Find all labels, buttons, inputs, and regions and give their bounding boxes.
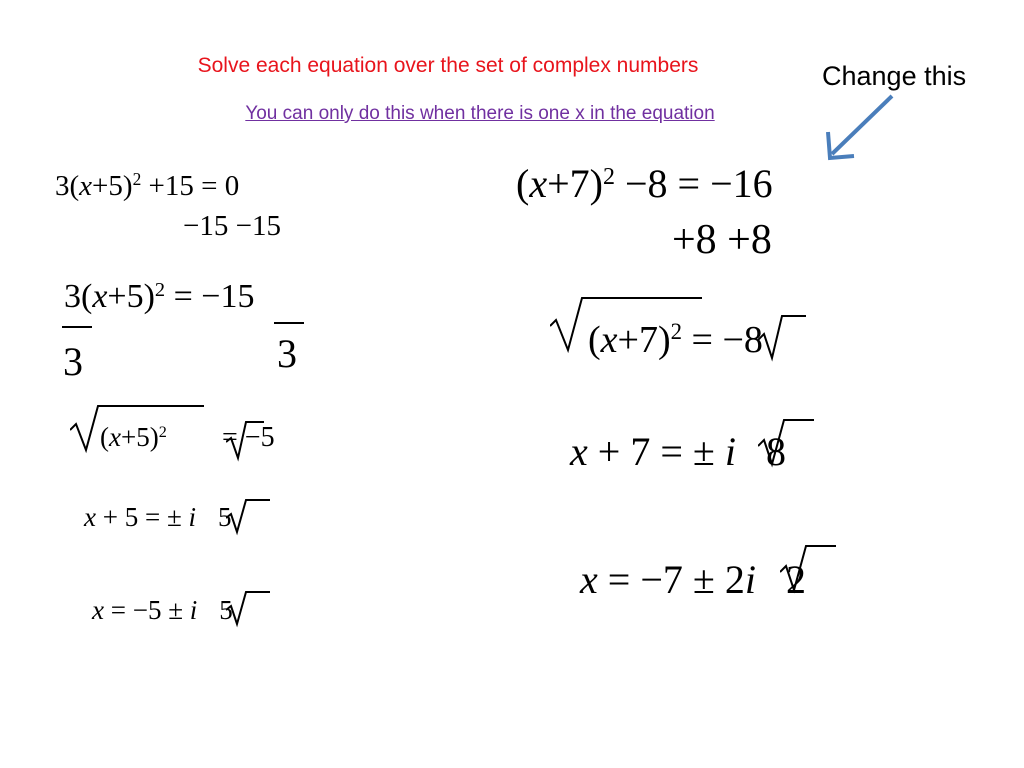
slide-title: Solve each equation over the set of complex numbers (197, 54, 699, 77)
right-radical-sign-3 (758, 418, 818, 470)
left-fraction-bar-right (274, 322, 304, 324)
left-denominator-right: 3 (277, 331, 297, 376)
slide-subtitle: You can only do this when there is one x in the equation (245, 103, 715, 124)
right-equation-4: x = −7 ± 2i 2 (580, 557, 806, 602)
left-equation-4: x + 5 = ± i 5 (84, 502, 232, 532)
right-equation-3: x + 7 = ± i 8 (570, 429, 786, 474)
left-equation-3: $(x+5)^2$ (100, 422, 167, 452)
right-radical-sign-2 (758, 314, 808, 364)
left-radical-sign-3 (226, 498, 272, 538)
left-radical-sign-4 (226, 590, 272, 630)
left-equation-3-rhs: = −5 (222, 422, 275, 453)
pointer-arrow-icon (820, 92, 900, 164)
left-fraction-bar-left (62, 326, 92, 328)
right-radical-sign-4 (780, 544, 840, 596)
change-this-note: Change this (822, 61, 967, 91)
left-equation-1-subtract: −15 −15 (183, 210, 281, 242)
left-equation-2: $3(x+5)^2 = -15$ (64, 278, 255, 315)
left-equation-5: x = −5 ± i 5 (92, 595, 233, 625)
left-denominator-left: 3 (63, 339, 83, 384)
right-equation-1-add: +8 +8 (672, 217, 772, 263)
right-equation-2: $(x+7)^2 = -8$ (588, 319, 763, 361)
right-equation-1: $(x+7)^2 -8 = -16$ (516, 161, 773, 206)
left-equation-1: $3(x+5)^2 +15 = 0$ (55, 169, 240, 202)
